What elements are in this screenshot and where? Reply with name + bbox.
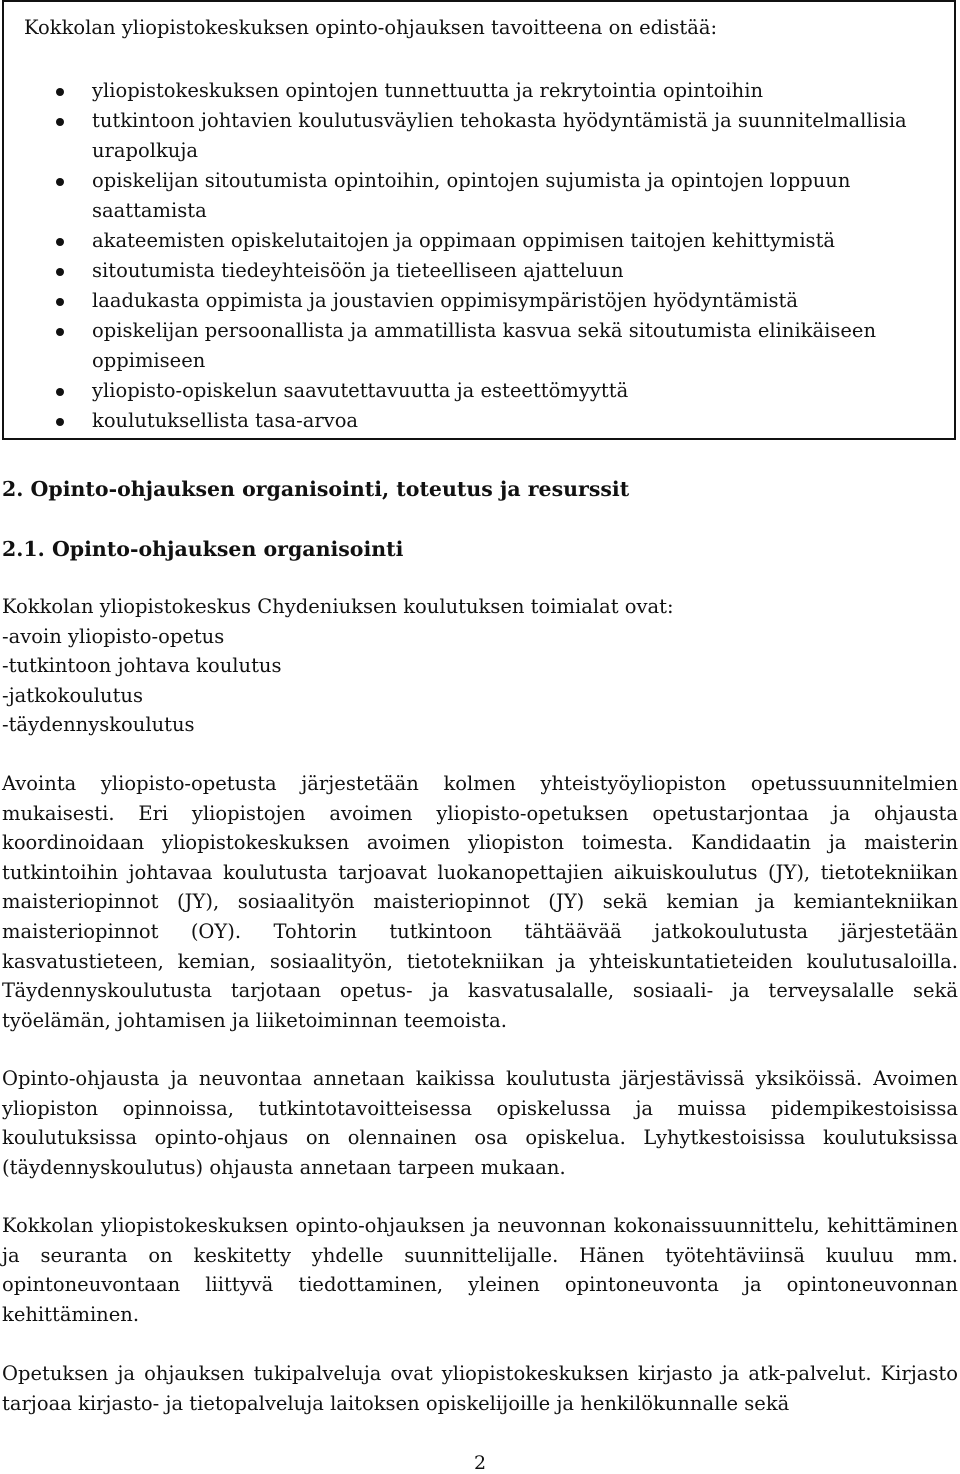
list-item: laadukasta oppimista ja joustavien oppimisympäristöjen hyödyntämistä bbox=[56, 286, 936, 316]
page-number: 2 bbox=[473, 1452, 487, 1474]
section-heading: 2. Opinto-ohjauksen organisointi, toteutus ja resurssit bbox=[2, 477, 630, 501]
bullet-icon bbox=[56, 388, 64, 396]
paragraph: Opinto-ohjausta ja neuvontaa annetaan kaikissa koulutusta järjestävissä yksiköissä. Avoimen yliopiston opinnoissa, tutkintotavoitteisessa opiskelussa ja muissa pidempikestoisissa koulutuksissa opinto-ohjaus on olennainen osa opiskelua. Lyhytkestoisissa koulutuksissa (täydennyskoulutus) ohjausta annetaan tarpeen mukaan. bbox=[2, 1067, 958, 1179]
bullet-icon bbox=[56, 88, 64, 96]
paragraph: Opetuksen ja ohjauksen tukipalveluja ovat yliopistokeskuksen kirjasto ja atk-palvelut. Kirjasto tarjoaa kirjasto- ja tietopalveluja laitoksen opiskelijoille ja henkilökunnalle sekä bbox=[2, 1362, 958, 1415]
paragraph: Avointa yliopisto-opetusta järjestetään kolmen yhteistyöyliopiston opetussuunnitelmien mukaisesti. Eri yliopistojen avoimen yliopisto-opetuksen opetustarjontaa ja ohjausta koordinoidaan yliopistokeskuksen avoimen yliopiston toimesta. Kandidaatin ja maisterin tutkintoihin johtavaa koulutusta tarjoavat luokanopettajien aikuiskoulutus (JY), tietotekniikan maisteriopinnot (JY), sosiaalityön maisteriopinnot (JY) sekä kemian ja kemiantekniikan maisteriopinnot (OY). Tohtorin tutkintoon tähtäävää jatkokoulutusta järjestetään kasvatustieteen, kemian, sosiaalityön, tietotekniikan ja yhteiskuntatieteiden koulutusaloilla. Täydennyskoulutusta tarjotaan opetus- ja kasvatusalalle, sosiaali- ja terveysalalle sekä työelämän, johtamisen ja liiketoiminnan teemoista. bbox=[2, 772, 958, 1032]
bullet-icon bbox=[56, 178, 64, 186]
training-areas-list bbox=[2, 592, 674, 740]
subsection-heading: 2.1. Opinto-ohjauksen organisointi bbox=[2, 537, 404, 561]
bullet-icon bbox=[56, 418, 64, 426]
goals-list bbox=[56, 76, 936, 436]
list-item: akateemisten opiskelutaitojen ja oppimaan oppimisen taitojen kehittymistä bbox=[56, 226, 936, 256]
list-item: sitoutumista tiedeyhteisöön ja tieteelliseen ajatteluun bbox=[56, 256, 936, 286]
list-item: koulutuksellista tasa-arvoa bbox=[56, 406, 936, 436]
text-line: Kokkolan yliopistokeskus Chydeniuksen koulutuksen toimialat ovat: bbox=[2, 595, 674, 618]
list-item: yliopistokeskuksen opintojen tunnettuutta ja rekrytointia opintoihin bbox=[56, 76, 936, 106]
bullet-icon bbox=[56, 118, 64, 126]
list-item: opiskelijan persoonallista ja ammatillista kasvua sekä sitoutumista elinikäiseen oppimiseen bbox=[56, 316, 936, 376]
text-line: -tutkintoon johtava koulutus bbox=[2, 654, 282, 677]
text-line: -jatkokoulutus bbox=[2, 683, 143, 707]
goals-box bbox=[2, 0, 956, 440]
bullet-icon bbox=[56, 328, 64, 336]
list-item: opiskelijan sitoutumista opintoihin, opintojen sujumista ja opintojen loppuun saattamista bbox=[56, 166, 936, 226]
goals-intro: Kokkolan yliopistokeskuksen opinto-ohjauksen tavoitteena on edistää: bbox=[24, 16, 718, 39]
text-line: -täydennyskoulutus bbox=[2, 713, 195, 736]
list-item: yliopisto-opiskelun saavutettavuutta ja esteettömyyttä bbox=[56, 376, 936, 406]
bullet-icon bbox=[56, 238, 64, 246]
paragraph: Kokkolan yliopistokeskuksen opinto-ohjauksen ja neuvonnan kokonaissuunnittelu, kehittäminen ja seuranta on keskitetty yhdelle suunnittelijalle. Hänen työtehtäviinsä kuuluu mm. opintoneuvontaan liittyvä tiedottaminen, yleinen opintoneuvonta ja opintoneuvonnan kehittäminen. bbox=[2, 1214, 958, 1326]
text-line: -avoin yliopisto-opetus bbox=[2, 624, 225, 648]
bullet-icon bbox=[56, 298, 64, 306]
list-item: tutkintoon johtavien koulutusväylien tehokasta hyödyntämistä ja suunnitelmallisia urapolkuja bbox=[56, 106, 936, 166]
bullet-icon bbox=[56, 268, 64, 276]
